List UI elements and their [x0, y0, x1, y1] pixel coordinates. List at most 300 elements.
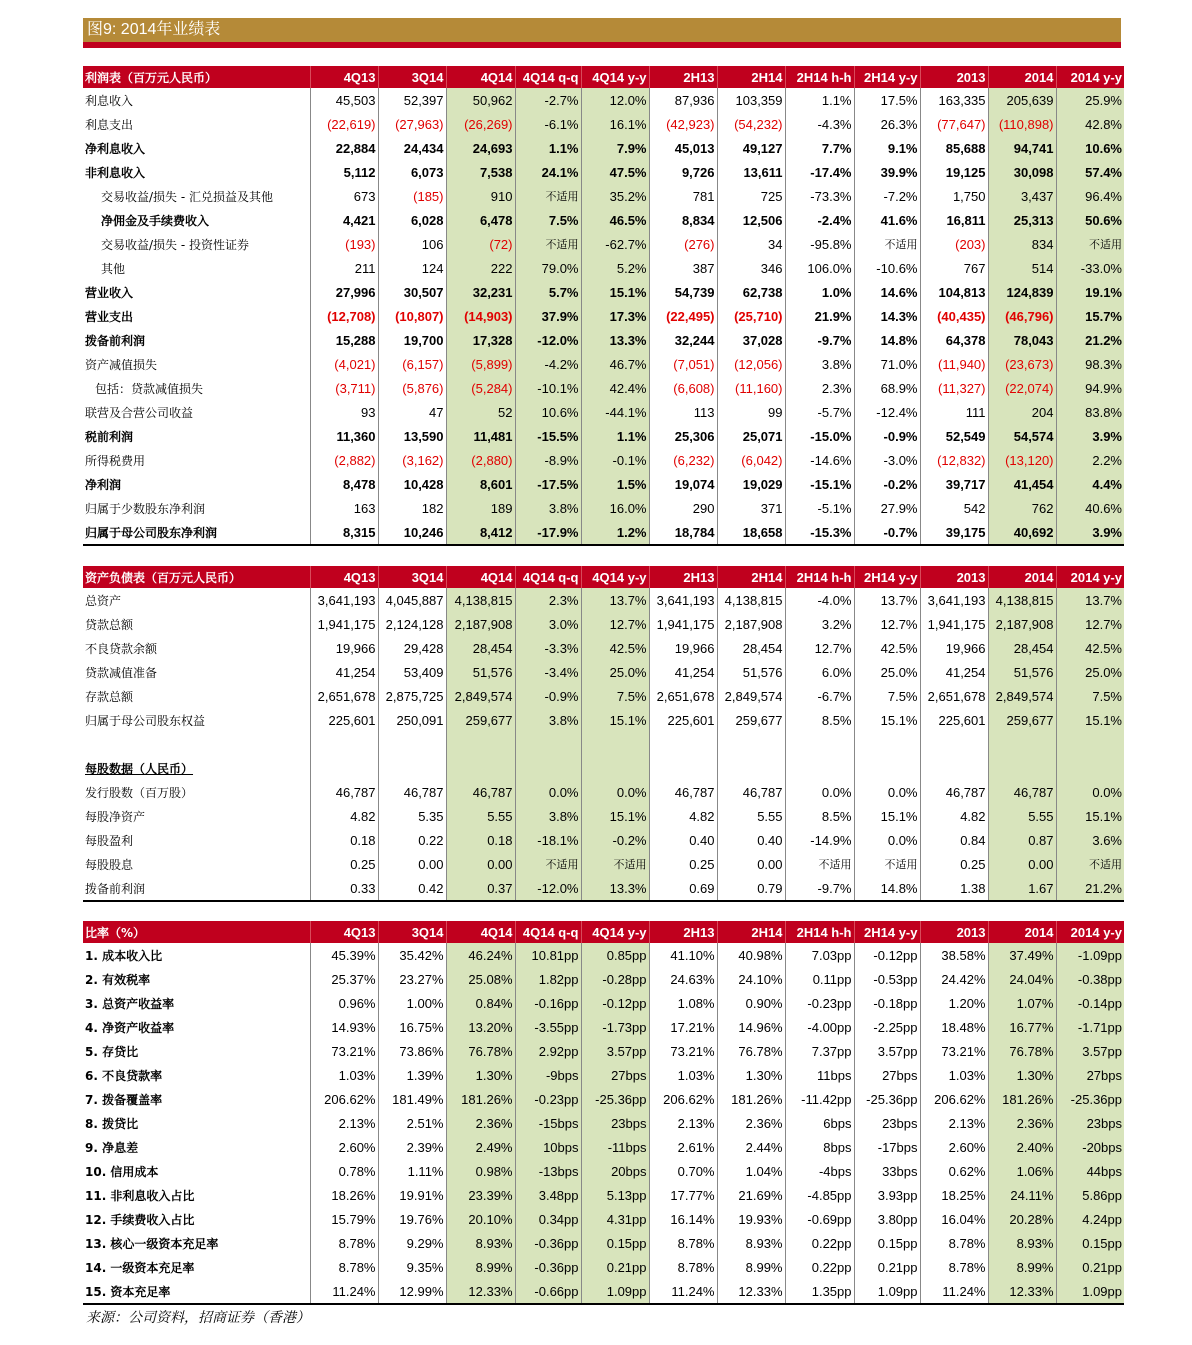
row-value: 5.2%: [581, 256, 649, 280]
row-value: 24,693: [446, 136, 515, 160]
spacer-row: [83, 732, 1124, 756]
row-value: 15.7%: [1056, 304, 1124, 328]
row-value: 25.37%: [310, 967, 378, 991]
row-value: 4,138,815: [988, 588, 1056, 612]
row-value: 不适用: [854, 852, 920, 876]
table-row: [83, 943, 1124, 967]
row-value: 83.8%: [1056, 400, 1124, 424]
row-value: 2,124,128: [378, 612, 446, 636]
row-value: 12,506: [717, 208, 785, 232]
row-value: -11.42pp: [785, 1087, 854, 1111]
row-value: 28,454: [446, 636, 515, 660]
row-value: 290: [649, 496, 717, 520]
row-value: 910: [446, 184, 515, 208]
row-value: 8.93%: [446, 1231, 515, 1255]
row-value: 15.1%: [854, 708, 920, 732]
row-value: 98.3%: [1056, 352, 1124, 376]
row-value: 11.24%: [920, 1279, 988, 1304]
row-value: 12.0%: [581, 88, 649, 112]
row-value: -2.25pp: [854, 1015, 920, 1039]
title-underband: [83, 42, 1121, 48]
row-value: 18.25%: [920, 1183, 988, 1207]
row-label: 总资产: [85, 593, 122, 608]
table-row: [83, 660, 1124, 684]
row-label: 每股股息: [85, 857, 134, 872]
table-row: [83, 991, 1124, 1015]
column-header: 4Q14 y-y: [581, 566, 649, 588]
row-value: 2.39%: [378, 1135, 446, 1159]
row-value: 7.5%: [581, 684, 649, 708]
row-value: 4.24pp: [1056, 1207, 1124, 1231]
row-label: 所得税费用: [85, 453, 146, 468]
row-value: (6,157): [378, 352, 446, 376]
row-value: 96.4%: [1056, 184, 1124, 208]
table-row: [83, 1207, 1124, 1231]
row-value: 28,454: [717, 636, 785, 660]
column-header: 4Q14: [446, 921, 515, 943]
row-value: 762: [988, 496, 1056, 520]
row-value: 16,811: [920, 208, 988, 232]
column-header: 3Q14: [378, 921, 446, 943]
row-value: 不适用: [515, 232, 581, 256]
row-value: 73.21%: [310, 1039, 378, 1063]
row-value: 7.37pp: [785, 1039, 854, 1063]
row-value: 2,651,678: [920, 684, 988, 708]
row-value: 1.35pp: [785, 1279, 854, 1304]
row-value: 46,787: [920, 780, 988, 804]
row-value: 0.79: [717, 876, 785, 901]
row-value: 73.21%: [920, 1039, 988, 1063]
row-label: 每股盈利: [85, 833, 134, 848]
row-value: 34: [717, 232, 785, 256]
row-label: 10. 信用成本: [85, 1164, 159, 1179]
row-label: 包括：贷款减值损失: [95, 381, 204, 396]
income-statement-table: [83, 66, 1124, 546]
row-value: 24.1%: [515, 160, 581, 184]
row-value: 17,328: [446, 328, 515, 352]
row-value: (13,120): [988, 448, 1056, 472]
row-value: 11.24%: [310, 1279, 378, 1304]
table-header-label: 利润表（百万元人民币）: [83, 66, 310, 88]
row-value: 8.99%: [988, 1255, 1056, 1279]
row-value: 204: [988, 400, 1056, 424]
row-value: -12.0%: [515, 328, 581, 352]
row-value: 27bps: [1056, 1063, 1124, 1087]
column-header: 4Q14 q-q: [515, 66, 581, 88]
row-label: 归属于母公司股东净利润: [85, 525, 218, 540]
row-value: 0.25: [649, 852, 717, 876]
row-value: 12.7%: [581, 612, 649, 636]
table-row: [83, 588, 1124, 612]
row-value: -8.9%: [515, 448, 581, 472]
row-value: 19,074: [649, 472, 717, 496]
row-value: 0.84: [920, 828, 988, 852]
row-value: 1.30%: [988, 1063, 1056, 1087]
table-row: [83, 1159, 1124, 1183]
row-value: 20.28%: [988, 1207, 1056, 1231]
figure-title: 图9: 2014年业绩表: [83, 18, 1121, 42]
column-header: 4Q13: [310, 921, 378, 943]
table-row: [83, 352, 1124, 376]
row-value: 3.8%: [515, 708, 581, 732]
row-value: -0.9%: [854, 424, 920, 448]
row-value: 0.22pp: [785, 1231, 854, 1255]
row-value: 2.44%: [717, 1135, 785, 1159]
row-value: -10.1%: [515, 376, 581, 400]
row-value: 10,428: [378, 472, 446, 496]
row-value: 57.4%: [1056, 160, 1124, 184]
row-value: (6,232): [649, 448, 717, 472]
row-value: -9.7%: [785, 328, 854, 352]
row-value: 781: [649, 184, 717, 208]
row-value: 10bps: [515, 1135, 581, 1159]
row-value: 46,787: [310, 780, 378, 804]
row-value: 8,601: [446, 472, 515, 496]
row-label: 6. 不良贷款率: [85, 1068, 163, 1083]
row-value: 3,641,193: [310, 588, 378, 612]
row-label: 利息收入: [85, 93, 134, 108]
row-value: -18.1%: [515, 828, 581, 852]
row-value: 8.78%: [649, 1231, 717, 1255]
row-value: (3,711): [310, 376, 378, 400]
row-value: 0.15pp: [854, 1231, 920, 1255]
table-header-label: 资产负债表（百万元人民币）: [83, 566, 310, 588]
column-header: 4Q14: [446, 66, 515, 88]
row-value: 25,306: [649, 424, 717, 448]
row-value: 9.29%: [378, 1231, 446, 1255]
row-label: 税前利润: [85, 429, 134, 444]
column-header: 2H14 h-h: [785, 566, 854, 588]
row-value: 1.07%: [988, 991, 1056, 1015]
row-value: -12.4%: [854, 400, 920, 424]
row-value: 0.00: [717, 852, 785, 876]
row-value: 54,574: [988, 424, 1056, 448]
row-value: -13bps: [515, 1159, 581, 1183]
row-value: (4,021): [310, 352, 378, 376]
row-value: -4.0%: [785, 588, 854, 612]
row-value: 不适用: [1056, 852, 1124, 876]
row-value: 23.39%: [446, 1183, 515, 1207]
table-row: [83, 160, 1124, 184]
table-row: [83, 1063, 1124, 1087]
row-value: 2.13%: [920, 1111, 988, 1135]
row-value: 41,254: [649, 660, 717, 684]
row-value: 205,639: [988, 88, 1056, 112]
row-value: 1.39%: [378, 1063, 446, 1087]
row-value: 1.03%: [649, 1063, 717, 1087]
row-value: 250,091: [378, 708, 446, 732]
row-label: 每股净资产: [85, 809, 146, 824]
column-header: 2014 y-y: [1056, 921, 1124, 943]
per-share-header-row: [83, 756, 1124, 780]
row-value: 25.0%: [854, 660, 920, 684]
row-value: 25.0%: [1056, 660, 1124, 684]
row-value: 0.15pp: [581, 1231, 649, 1255]
column-header: 2H14 y-y: [854, 566, 920, 588]
row-value: -17.9%: [515, 520, 581, 545]
row-value: (22,619): [310, 112, 378, 136]
row-value: 46,787: [446, 780, 515, 804]
table-row: [83, 708, 1124, 732]
column-header: 2H14: [717, 921, 785, 943]
row-value: 1,750: [920, 184, 988, 208]
row-value: -0.7%: [854, 520, 920, 545]
row-value: (23,673): [988, 352, 1056, 376]
row-value: 1.11%: [378, 1159, 446, 1183]
row-value: 1.03%: [310, 1063, 378, 1087]
row-value: -0.36pp: [515, 1231, 581, 1255]
table-row: [83, 136, 1124, 160]
row-value: 12.33%: [717, 1279, 785, 1304]
row-value: 12.7%: [854, 612, 920, 636]
table-row: [83, 780, 1124, 804]
row-value: 21.2%: [1056, 328, 1124, 352]
row-value: 2,651,678: [649, 684, 717, 708]
row-value: 0.37: [446, 876, 515, 901]
row-value: 30,507: [378, 280, 446, 304]
row-value: -44.1%: [581, 400, 649, 424]
row-value: 0.00: [378, 852, 446, 876]
row-value: 0.0%: [854, 780, 920, 804]
row-value: 14.93%: [310, 1015, 378, 1039]
row-value: 85,688: [920, 136, 988, 160]
row-value: 37.49%: [988, 943, 1056, 967]
row-value: 64,378: [920, 328, 988, 352]
row-value: 19.93%: [717, 1207, 785, 1231]
row-value: 24.11%: [988, 1183, 1056, 1207]
table-row: [83, 1231, 1124, 1255]
row-value: 14.3%: [854, 304, 920, 328]
row-value: 0.0%: [785, 780, 854, 804]
ratios-table: [83, 921, 1124, 1305]
row-value: 19.91%: [378, 1183, 446, 1207]
row-value: 6bps: [785, 1111, 854, 1135]
row-value: 24.42%: [920, 967, 988, 991]
row-value: 13.7%: [1056, 588, 1124, 612]
row-value: -15.0%: [785, 424, 854, 448]
row-value: 0.96%: [310, 991, 378, 1015]
row-value: 8.78%: [649, 1255, 717, 1279]
row-value: 38.58%: [920, 943, 988, 967]
row-value: 8.78%: [920, 1255, 988, 1279]
row-value: 18,784: [649, 520, 717, 545]
row-value: -14.6%: [785, 448, 854, 472]
row-value: 2.60%: [310, 1135, 378, 1159]
row-value: 181.26%: [717, 1087, 785, 1111]
row-value: 2.13%: [649, 1111, 717, 1135]
row-value: 3,437: [988, 184, 1056, 208]
row-value: 206.62%: [310, 1087, 378, 1111]
row-value: (12,056): [717, 352, 785, 376]
row-value: -3.55pp: [515, 1015, 581, 1039]
row-value: 不适用: [515, 184, 581, 208]
row-value: -95.8%: [785, 232, 854, 256]
column-header: 2H13: [649, 921, 717, 943]
row-value: 23bps: [581, 1111, 649, 1135]
row-label: 净利息收入: [85, 141, 146, 156]
row-label: 9. 净息差: [85, 1140, 139, 1155]
row-label: 11. 非利息收入占比: [85, 1188, 195, 1203]
row-value: (46,796): [988, 304, 1056, 328]
row-label: 拨备前利润: [85, 881, 146, 896]
row-value: 42.5%: [1056, 636, 1124, 660]
row-value: -9bps: [515, 1063, 581, 1087]
row-value: 0.98%: [446, 1159, 515, 1183]
row-value: 0.22pp: [785, 1255, 854, 1279]
row-value: 46.5%: [581, 208, 649, 232]
row-label: 交易收益/损失 - 汇兑损益及其他: [101, 189, 274, 204]
row-value: 106.0%: [785, 256, 854, 280]
row-value: 5,112: [310, 160, 378, 184]
row-value: 45.39%: [310, 943, 378, 967]
row-value: -0.14pp: [1056, 991, 1124, 1015]
row-value: 0.84%: [446, 991, 515, 1015]
row-value: 259,677: [446, 708, 515, 732]
row-value: 5.13pp: [581, 1183, 649, 1207]
row-value: -12.0%: [515, 876, 581, 901]
table-row: [83, 496, 1124, 520]
row-value: 2.60%: [920, 1135, 988, 1159]
row-value: -25.36pp: [1056, 1087, 1124, 1111]
column-header: 2H14 h-h: [785, 66, 854, 88]
table-header-row: [83, 66, 1124, 88]
table-row: [83, 232, 1124, 256]
row-value: 16.75%: [378, 1015, 446, 1039]
table-row: [83, 684, 1124, 708]
row-value: -1.09pp: [1056, 943, 1124, 967]
row-value: 0.25: [310, 852, 378, 876]
row-value: 17.77%: [649, 1183, 717, 1207]
table-row: [83, 1039, 1124, 1063]
row-value: -0.23pp: [515, 1087, 581, 1111]
row-value: 111: [920, 400, 988, 424]
row-value: 25,313: [988, 208, 1056, 232]
row-value: 1.0%: [785, 280, 854, 304]
row-value: 0.11pp: [785, 967, 854, 991]
row-value: (6,042): [717, 448, 785, 472]
row-value: 18.48%: [920, 1015, 988, 1039]
row-value: 21.9%: [785, 304, 854, 328]
row-value: -1.71pp: [1056, 1015, 1124, 1039]
column-header: 3Q14: [378, 566, 446, 588]
column-header: 2H14 y-y: [854, 66, 920, 88]
row-value: 7.5%: [515, 208, 581, 232]
row-value: (11,160): [717, 376, 785, 400]
row-value: 78,043: [988, 328, 1056, 352]
row-value: 14.8%: [854, 876, 920, 901]
row-value: (14,903): [446, 304, 515, 328]
row-value: 6,478: [446, 208, 515, 232]
row-value: 19,029: [717, 472, 785, 496]
row-value: 19,700: [378, 328, 446, 352]
row-value: 3.48pp: [515, 1183, 581, 1207]
row-value: 46,787: [649, 780, 717, 804]
row-value: (2,880): [446, 448, 515, 472]
row-value: -0.12pp: [854, 943, 920, 967]
table-row: [83, 1015, 1124, 1039]
row-value: (27,963): [378, 112, 446, 136]
row-value: -0.9%: [515, 684, 581, 708]
row-value: -10.6%: [854, 256, 920, 280]
table-row: [83, 1255, 1124, 1279]
row-value: 259,677: [988, 708, 1056, 732]
row-value: -6.1%: [515, 112, 581, 136]
row-value: 0.00: [988, 852, 1056, 876]
row-value: 12.33%: [446, 1279, 515, 1304]
row-value: -17.5%: [515, 472, 581, 496]
row-value: 0.00: [446, 852, 515, 876]
row-value: 8.5%: [785, 708, 854, 732]
row-value: 8.99%: [717, 1255, 785, 1279]
table-row: [83, 520, 1124, 545]
row-value: 3.57pp: [1056, 1039, 1124, 1063]
row-value: 28,454: [988, 636, 1056, 660]
row-label: 净利润: [85, 477, 122, 492]
table-row: [83, 184, 1124, 208]
row-value: 71.0%: [854, 352, 920, 376]
row-value: 542: [920, 496, 988, 520]
row-value: (77,647): [920, 112, 988, 136]
table-row: [83, 804, 1124, 828]
row-value: 16.0%: [581, 496, 649, 520]
row-value: 3.8%: [785, 352, 854, 376]
row-value: 1.1%: [785, 88, 854, 112]
row-value: 4.31pp: [581, 1207, 649, 1231]
row-value: -0.66pp: [515, 1279, 581, 1304]
row-value: 76.78%: [446, 1039, 515, 1063]
row-value: 27.9%: [854, 496, 920, 520]
row-value: -20bps: [1056, 1135, 1124, 1159]
row-value: 5.35: [378, 804, 446, 828]
row-value: (185): [378, 184, 446, 208]
row-value: -0.1%: [581, 448, 649, 472]
row-value: (203): [920, 232, 988, 256]
row-value: 19,966: [920, 636, 988, 660]
row-value: 8.78%: [310, 1231, 378, 1255]
row-value: 12.7%: [785, 636, 854, 660]
row-value: -0.38pp: [1056, 967, 1124, 991]
row-value: 33bps: [854, 1159, 920, 1183]
row-value: 62,738: [717, 280, 785, 304]
row-value: 11,360: [310, 424, 378, 448]
row-value: 3.2%: [785, 612, 854, 636]
row-value: 1.1%: [515, 136, 581, 160]
row-value: -11bps: [581, 1135, 649, 1159]
row-value: 23bps: [1056, 1111, 1124, 1135]
row-value: 19.1%: [1056, 280, 1124, 304]
row-value: 0.0%: [1056, 780, 1124, 804]
row-value: 54,739: [649, 280, 717, 304]
table-row: [83, 376, 1124, 400]
row-label: 非利息收入: [85, 165, 146, 180]
row-value: 4.82: [310, 804, 378, 828]
row-value: 206.62%: [920, 1087, 988, 1111]
row-value: (6,608): [649, 376, 717, 400]
row-value: -15bps: [515, 1111, 581, 1135]
row-value: 14.8%: [854, 328, 920, 352]
table-row: [83, 304, 1124, 328]
row-value: 13.7%: [581, 588, 649, 612]
row-value: 1.20%: [920, 991, 988, 1015]
row-value: 8bps: [785, 1135, 854, 1159]
row-value: (11,940): [920, 352, 988, 376]
row-label: 4. 净资产收益率: [85, 1020, 175, 1035]
row-value: 2.40%: [988, 1135, 1056, 1159]
row-value: 0.21pp: [854, 1255, 920, 1279]
row-value: 11bps: [785, 1063, 854, 1087]
row-value: 0.0%: [581, 780, 649, 804]
row-value: 53,409: [378, 660, 446, 684]
